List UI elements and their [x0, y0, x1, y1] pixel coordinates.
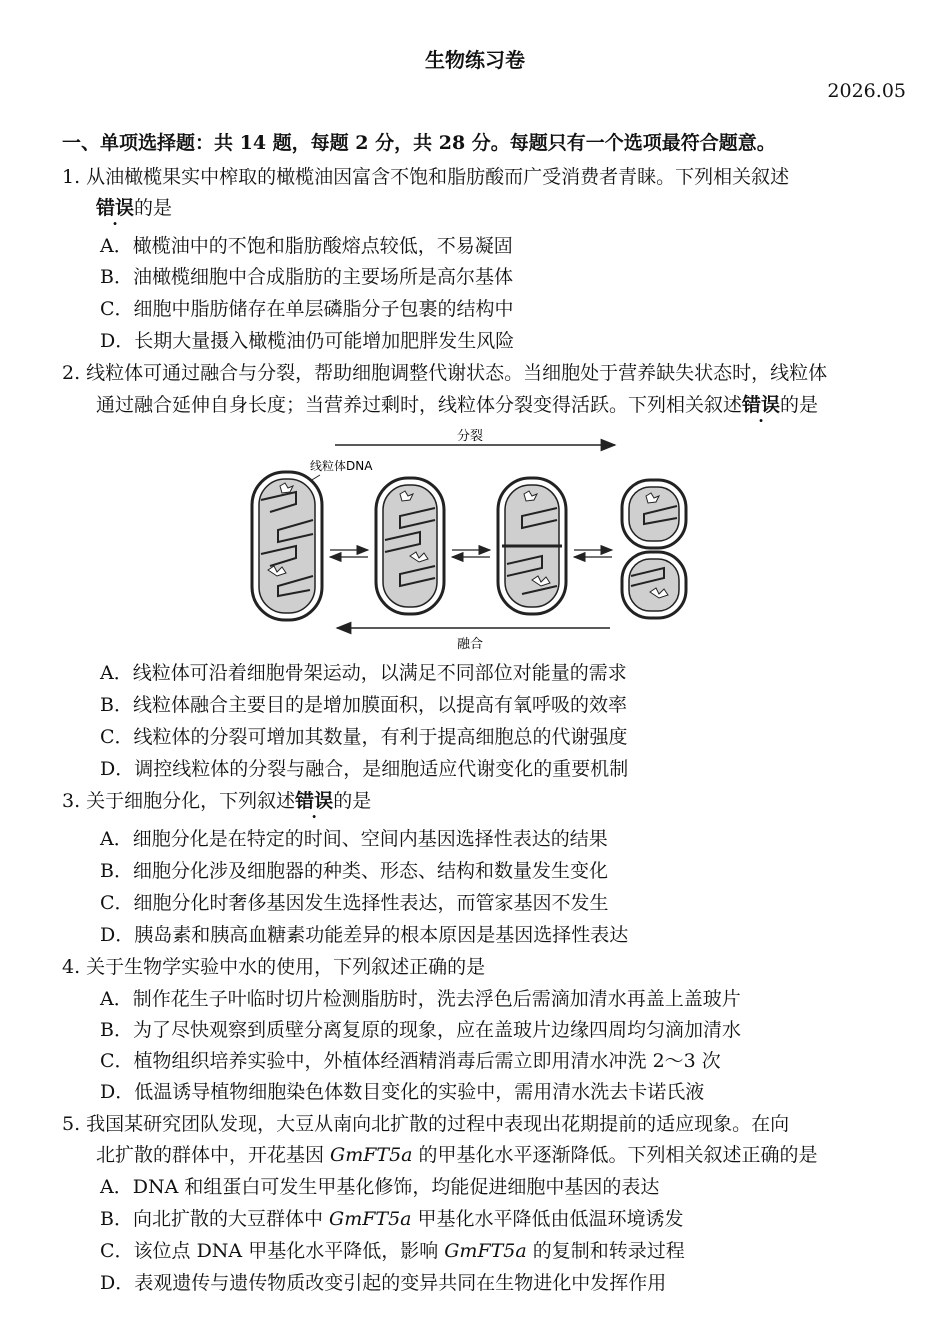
q5-option-c-end: 的复制和转录过程 [526, 1240, 685, 1262]
q5-option-b-end: 甲基化水平降低由低温环境诱发 [411, 1208, 684, 1230]
q2-option-a: A．线粒体可沿着细胞骨架运动，以满足不同部位对能量的需求 [100, 662, 627, 684]
q1-option-c: C．细胞中脂肪储存在单层磷脂分子包裹的结构中 [100, 298, 514, 320]
mitochondrion-2 [376, 478, 444, 614]
q5-option-d: D．表观遗传与遗传物质改变引起的变异共同在生物进化中发挥作用 [100, 1272, 667, 1294]
q2-option-c: C．线粒体的分裂可增加其数量，有利于提高细胞总的代谢强度 [100, 726, 628, 748]
q1-stem-tail: 的是 [134, 197, 173, 219]
q5-option-b [100, 1204, 684, 1231]
mitochondrion-4 [622, 480, 686, 618]
q1-emphasis: 错误 [96, 197, 135, 219]
q4-option-a: A．制作花生子叶临时切片检测脂肪时，洗去浮色后需滴加清水再盖上盖玻片 [100, 988, 741, 1010]
q3-option-b: B．细胞分化涉及细胞器的种类、形态、结构和数量发生变化 [100, 860, 608, 882]
fission-label: 分裂 [456, 429, 484, 444]
q2-option-b: B．线粒体融合主要目的是增加膜面积，以提高有氧呼吸的效率 [100, 694, 627, 716]
q2-stem-line1: 2. 线粒体可通过融合与分裂，帮助细胞调整代谢状态。当细胞处于营养缺失状态时，线粒体 [62, 362, 828, 384]
q1-option-b: B．油橄榄细胞中合成脂肪的主要场所是高尔基体 [100, 266, 513, 288]
mitochondrion-3 [498, 478, 566, 614]
q2-option-d: D．调控线粒体的分裂与融合，是细胞适应代谢变化的重要机制 [100, 758, 629, 780]
q5-gene-name: GmFT5a [330, 1144, 413, 1166]
q3-option-c: C．细胞分化时奢侈基因发生选择性表达，而管家基因不发生 [100, 892, 609, 914]
page-title: 生物练习卷 [425, 48, 525, 72]
q3-stem-body: 3. 关于细胞分化，下列叙述 [62, 790, 296, 812]
q4-option-d: D．低温诱导植物细胞染色体数目变化的实验中，需用清水洗去卡诺氏液 [100, 1081, 705, 1103]
q5-option-b-start: B．向北扩散的大豆群体中 [100, 1208, 330, 1230]
q4-option-b: B．为了尽快观察到质壁分离复原的现象，应在盖玻片边缘四周均匀滴加清水 [100, 1019, 741, 1041]
q5-option-c-start: C．该位点 DNA 甲基化水平降低，影响 [100, 1240, 445, 1262]
exam-date: 2026.05 [827, 80, 906, 102]
q5-stem-body: 北扩散的群体中，开花基因 [96, 1144, 331, 1166]
q2-emphasis: 错误 [742, 394, 781, 416]
q1-option-a: A．橄榄油中的不饱和脂肪酸熔点较低，不易凝固 [100, 235, 513, 257]
q2-stem-tail: 的是 [780, 394, 819, 416]
q5-option-a: A．DNA 和组蛋白可发生甲基化修饰，均能促进细胞中基因的表达 [100, 1176, 660, 1198]
q1-option-d: D．长期大量摄入橄榄油仍可能增加肥胖发生风险 [100, 330, 515, 352]
q3-option-a: A．细胞分化是在特定的时间、空间内基因选择性表达的结果 [100, 828, 608, 850]
q4-option-c: C．植物组织培养实验中，外植体经酒精消毒后需立即用清水冲洗 2～3 次 [100, 1050, 721, 1072]
q3-stem [62, 786, 371, 813]
q1-stem-line2 [96, 193, 172, 220]
fusion-label: 融合 [456, 637, 484, 652]
q5-stem-line1: 5. 我国某研究团队发现，大豆从南向北扩散的过程中表现出花期提前的适应现象。在向 [62, 1113, 790, 1135]
section-heading: 一、单项选择题：共 14 题，每题 2 分，共 28 分。每题只有一个选项最符合题意。 [62, 132, 776, 154]
mitochondrion-1 [252, 472, 322, 620]
q5-option-b-gene: GmFT5a [329, 1208, 412, 1230]
q1-stem-line1: 1. 从油橄榄果实中榨取的橄榄油因富含不饱和脂肪酸而广受消费者青睐。下列相关叙述 [62, 166, 790, 188]
q3-stem-tail: 的是 [333, 790, 372, 812]
q2-stem-body: 通过融合延伸自身长度；当营养过剩时，线粒体分裂变得活跃。下列相关叙述 [96, 394, 743, 416]
mtdna-label: 线粒体DNA [310, 459, 373, 473]
mitochondria-figure [240, 420, 700, 652]
q5-stem-tail: 的甲基化水平逐渐降低。下列相关叙述正确的是 [412, 1144, 818, 1166]
q3-option-d: D．胰岛素和胰高血糖素功能差异的根本原因是基因选择性表达 [100, 924, 629, 946]
q5-option-c-gene: GmFT5a [444, 1240, 527, 1262]
q3-emphasis: 错误 [295, 790, 334, 812]
q5-stem-line2 [96, 1140, 818, 1167]
q5-option-c [100, 1236, 685, 1263]
q2-stem-line2 [96, 390, 818, 417]
q4-stem: 4. 关于生物学实验中水的使用，下列叙述正确的是 [62, 956, 486, 978]
